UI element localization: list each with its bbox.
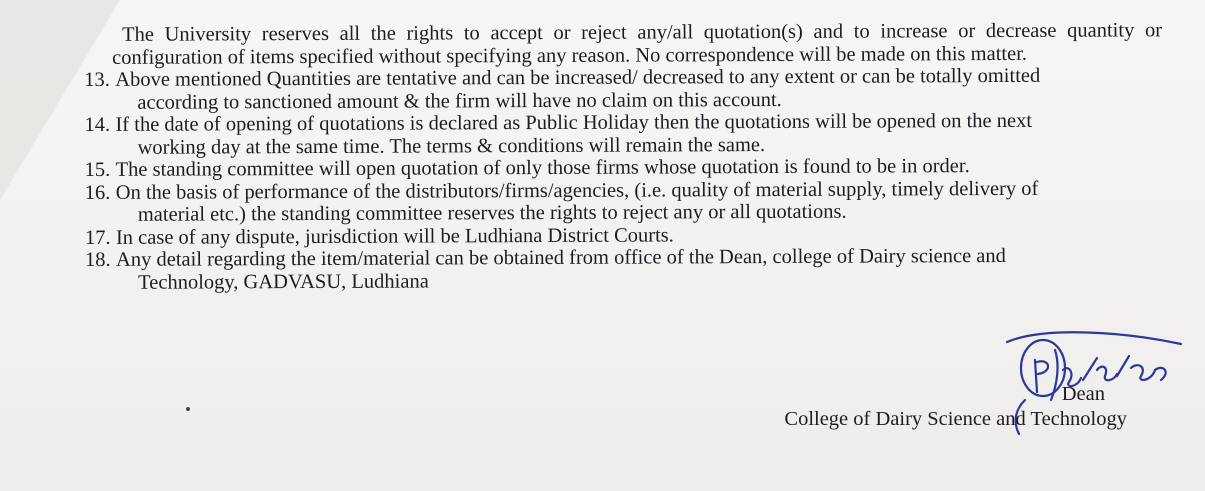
intro-paragraph: The University reserves all the rights to accept or reject any/all quotation(s) and to increase or decrease quantity or configuration of items specified without specifying any reason. No correspondence will be made on this matter. — [112, 19, 1163, 69]
signatory-organization: College of Dairy Science and Technology — [784, 408, 1127, 430]
item-text: Any detail regarding the item/material can be obtained from office of the Dean, college of Dairy science and — [115, 244, 1006, 271]
signatory-designation: Dean — [1061, 383, 1105, 405]
item-continuation: working day at the same time. The terms & conditions will remain the same. — [137, 133, 766, 159]
ink-speck — [186, 407, 190, 411]
item-continuation: material etc.) the standing committee reserves the rights to reject any or all quotations. — [137, 200, 847, 226]
item-text: The standing committee will open quotation of only those firms whose quotation is found to be in order. — [115, 155, 970, 181]
list-item — [84, 109, 1162, 159]
item-number: 18. — [84, 248, 111, 271]
terms-body — [84, 19, 1163, 294]
item-text: Above mentioned Quantities are tentative and can be increased/ decreased to any extent or can be totally omitted — [115, 64, 1041, 91]
item-text: In case of any dispute, jurisdiction will be Ludhiana District Courts. — [115, 223, 674, 249]
item-text: On the basis of performance of the distributors/firms/agencies, (i.e. quality of material supply, timely delivery of — [115, 177, 1039, 204]
list-item — [85, 244, 1163, 294]
signature-block — [784, 383, 1127, 431]
list-item — [84, 64, 1162, 114]
item-continuation: according to sanctioned amount & the firm will have no claim on this account. — [137, 88, 782, 114]
item-number: 13. — [84, 68, 110, 91]
item-text: If the date of opening of quotations is declared as Public Holiday then the quotations will be opened on the next — [115, 109, 1033, 136]
item-continuation: Technology, GADVASU, Ludhiana — [138, 269, 429, 294]
item-number: 15. — [84, 158, 111, 181]
item-number: 16. — [84, 181, 111, 204]
list-item — [85, 177, 1163, 227]
item-number: 17. — [84, 226, 111, 249]
item-number: 14. — [84, 113, 111, 136]
